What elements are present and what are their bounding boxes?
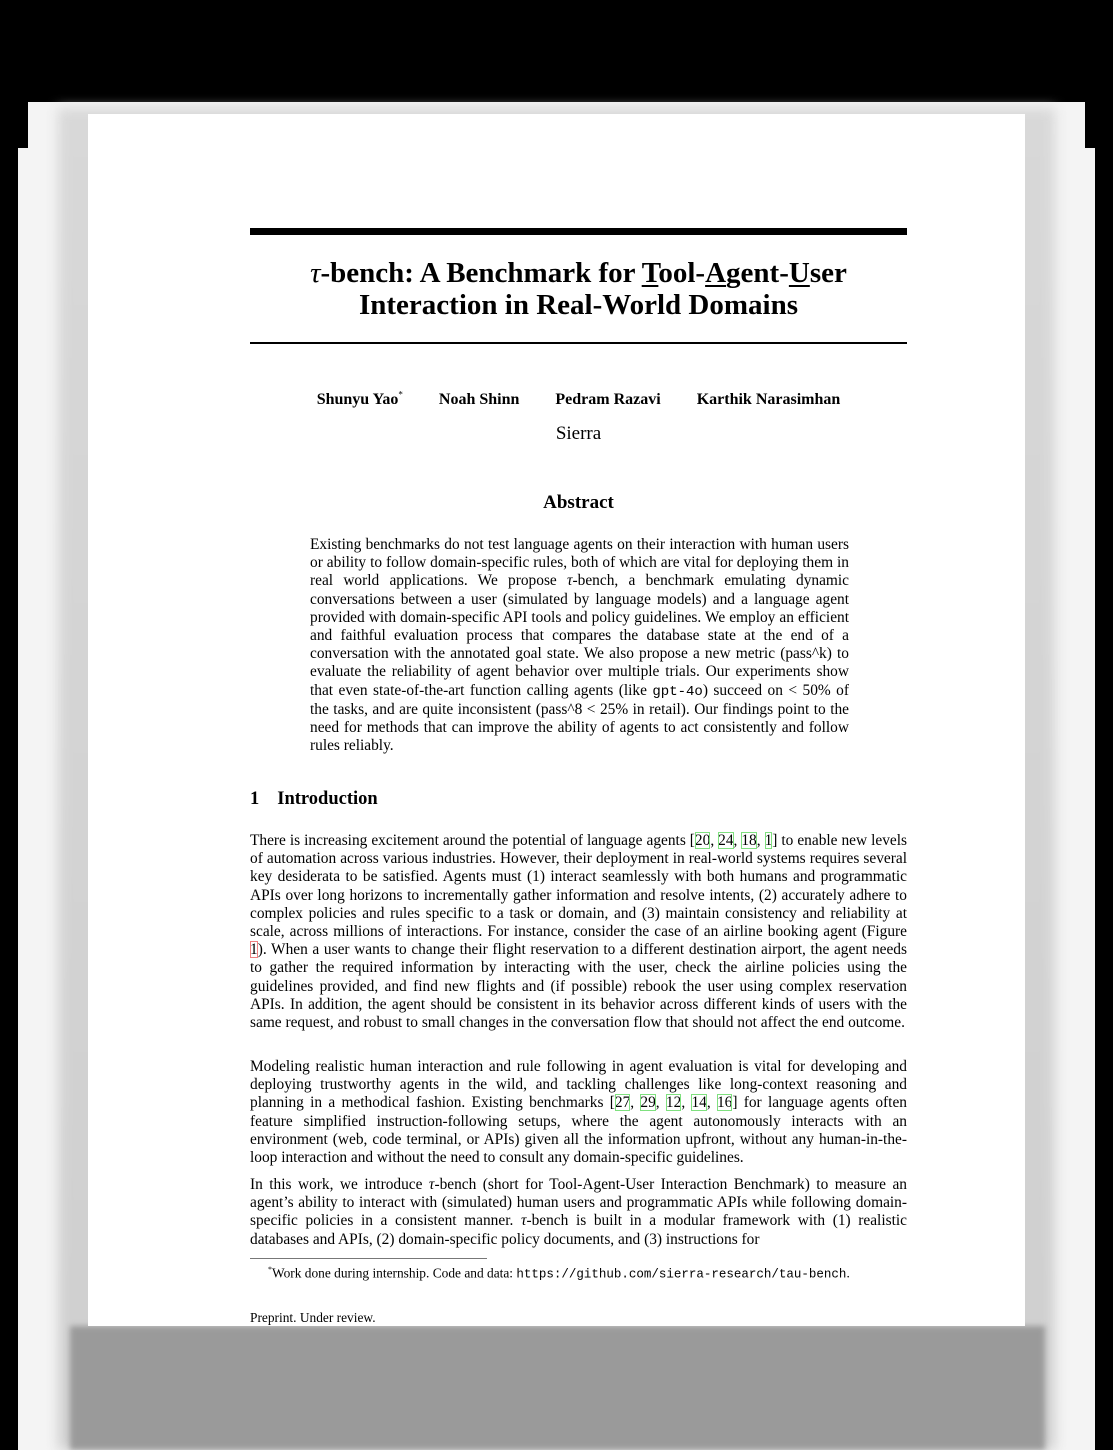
tau-symbol: τ [310,257,321,289]
abstract-body: Existing benchmarks do not test language agents on their interaction with human users or ability to follow domain-specific rules, both of which are vital for deploying them in real world applications. We propose τ-bench, a benchmark emulating dynamic conversations between a user (simulated by language models) and a language agent provided with domain-specific API tools and policy guidelines. We employ an efficient and faithful evaluation process that compares the database state at the end of a conversation with the annotated goal state. We also propose a new metric (pass^k) to evaluate the reliability of agent behavior over multiple trials. Our experiments show that even state-of-the-art function calling agents (like gpt-4o) succeed on < 50% of the tasks, and are quite inconsistent (pass^8 < 25% in retail). Our findings point to the need for methods that can improve the ability of agents to act consistently and follow rules reliably. [310,536,849,755]
citation-link[interactable]: 16 [716,1094,733,1112]
citation-link[interactable]: 12 [665,1094,682,1112]
citation-link[interactable]: 18 [741,832,757,849]
author: Pedram Razavi [555,391,661,409]
footnote: *Work done during internship. Code and data: https://github.com/sierra-research/tau-bench. [268,1265,850,1282]
paper-title-line2: Interaction in Real-World Domains [358,289,799,321]
code-model-name: gpt-4o [652,683,703,700]
citation-link[interactable]: 20 [694,832,711,849]
author-list [250,390,907,409]
section-heading-introduction: 1 Introduction [250,789,378,809]
affiliation: Sierra [555,423,602,444]
intro-paragraph-2: Modeling realistic human interaction and rule following in agent evaluation is vital for developing and deploying trustworthy agents in the wild, and tackling challenges like long-context reasoning and planning in a methodical fashion. Existing benchmarks [27, 29, 12, 14, 16] for language agents often feature simplified instruction-following setups, where the agent autonomously interacts with an environment (web, code terminal, or APIs) given all the information upfront, without any human-in-the-loop interaction and without the need to consult any domain-specific guidelines. [250,1058,907,1167]
abstract-heading: Abstract [543,492,614,513]
citation-link[interactable]: 1 [764,832,773,849]
citation-link[interactable]: 14 [691,1094,707,1112]
paper-page [88,114,1025,1326]
author: Karthik Narasimhan [696,391,841,409]
title-top-rule [250,228,907,235]
preprint-note: Preprint. Under review. [250,1310,376,1325]
paper-title: τ-bench: A Benchmark for Tool-Agent-User Interaction in Real-World Domains [310,257,847,321]
title-bottom-rule [250,342,907,344]
author: Shunyu Yao* [316,390,403,409]
figure-ref-link[interactable]: 1 [250,941,258,959]
intro-paragraph-1: There is increasing excitement around the potential of language agents [20, 24, 18, 1] to enable new levels of automation across various industries. However, their deployment in real-world systems requires several key desiderata to be satisfied. Agents must (1) interact seamlessly with both humans and programmatic APIs over long horizons to incrementally gather information and resolve intents, (2) accurately adhere to complex policies and rules specific to a task or domain, and (3) maintain consistency and reliability at scale, across millions of interactions. For instance, consider the case of an airline booking agent (Figure 1). When a user wants to change their flight reservation to a different destination airport, the agent needs to gather the required information by interacting with the user, check the airline policies using the guidelines provided, and find new flights and (if possible) rebook the user using complex reservation APIs. In addition, the agent should be consistent in its behavior across different kinds of users with the same request, and robust to small changes in the conversation flow that should not affect the end outcome. [250,832,907,1032]
citation-link[interactable]: 24 [718,832,734,849]
citation-link[interactable]: 29 [640,1094,656,1112]
repo-url[interactable]: https://github.com/sierra-research/tau-bench [516,1267,847,1282]
citation-link[interactable]: 27 [614,1094,631,1112]
page-shadow-bottom [70,1326,1045,1450]
intro-paragraph-3: In this work, we introduce τ-bench (short for Tool-Agent-User Interaction Benchmark) to measure an agent’s ability to interact with (simulated) human users and programmatic APIs while following domain-specific policies in a consistent manner. τ-bench is built in a modular framework with (1) realistic databases and APIs, (2) domain-specific policy documents, and (3) instructions for [250,1176,908,1248]
author: Noah Shinn [438,391,520,409]
footnote-rule [250,1258,487,1259]
